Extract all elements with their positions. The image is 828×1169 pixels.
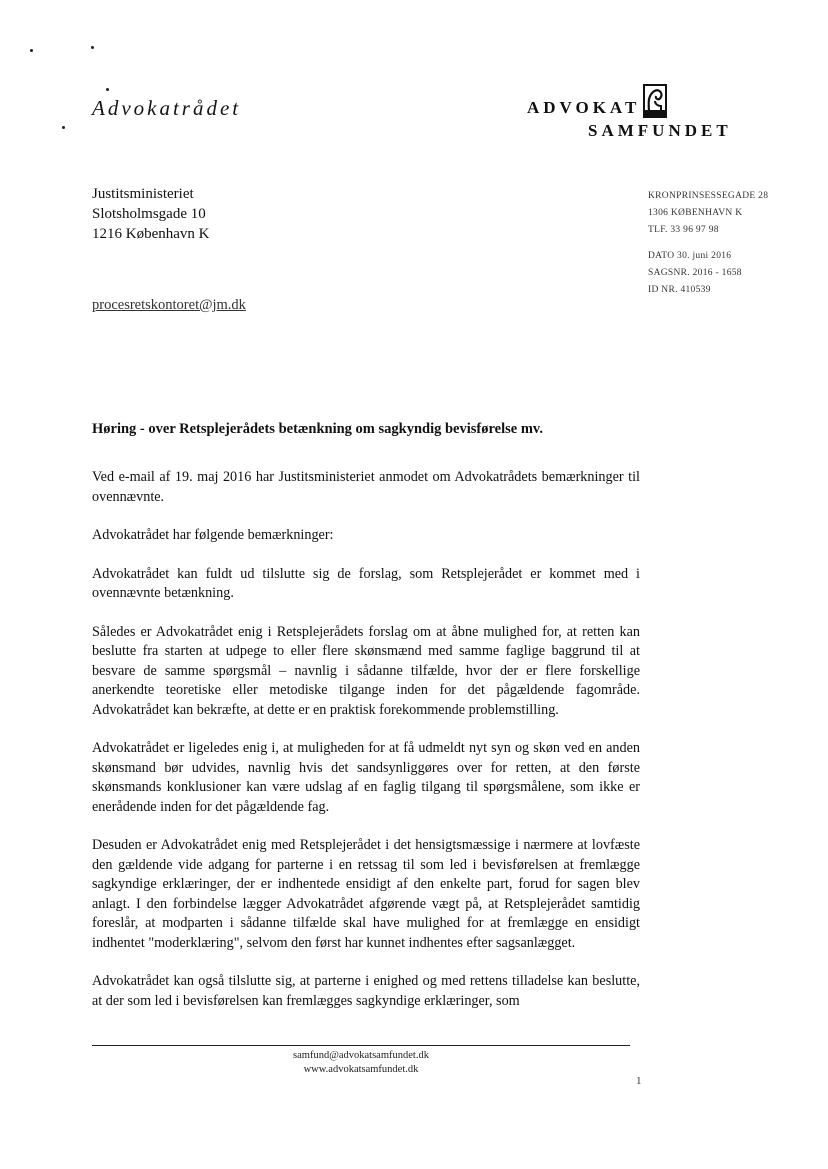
footer-email-link[interactable]: samfund@advokatsamfundet.dk <box>293 1050 429 1061</box>
id-number: ID NR. 410539 <box>648 285 711 295</box>
letter-date: DATO 30. juni 2016 <box>648 251 732 261</box>
body-paragraph: Advokatrådet kan også tilslutte sig, at parterne i enighed og med rettens tilladelse kan beslutte, at der som led i bevisførelsen kan fremlægges sagkyndige erklæringer, som <box>92 973 640 1009</box>
footer <box>92 1049 630 1077</box>
org-name: Advokatrådet <box>92 96 242 120</box>
recipient-name: Justitsministeriet <box>92 186 194 202</box>
office-street: KRONPRINSESSEGADE 28 <box>648 191 769 201</box>
scan-speck <box>91 46 94 49</box>
letter-metadata <box>648 248 742 299</box>
body-paragraph: Desuden er Advokatrådet enig med Retsplejerådet i det hensigtsmæssige i nærmere at lovfæste den gældende vide adgang for parterne i en retssag til som led i bevisførelsen at fremlægge sagkyndige erklæringer, der er indhentede ensidigt af den enkelte part, forud for sagen blev anlagt. I den forbindelse lægger Advokatrådet afgørende vægt på, at Retsplejerådet samtidig foreslår, at modparten i sådanne tilfælde skal have mulighed for at fremlægge en ensidigt indhentet "moderklæring", selvom den først har kunnet indhentes efter sagsanlægget. <box>92 837 640 951</box>
page-number: 1 <box>636 1075 642 1087</box>
scan-speck <box>106 88 109 91</box>
footer-web-link[interactable]: www.advokatsamfundet.dk <box>303 1064 419 1075</box>
body-paragraph: Advokatrådet kan fuldt ud tilslutte sig de forslag, som Retsplejerådet er kommet med i ovennævnte betænkning. <box>92 565 640 601</box>
body-paragraph: Således er Advokatrådet enig i Retsplejerådets forslag om at åbne mulighed for, at retten kan beslutte fra starten at udpege to eller flere skønsmænd med samme faglige baggrund til at besvare de samme spørgsmål – navnlig i sådanne tilfælde, hvor der er flere forskellige anerkendte teoretiske eller metodiske tilgange inden for det pågældende fagområde. Advokatrådet kan bekræfte, at dette er en praktisk forekommende problemstilling. <box>92 623 640 718</box>
body-paragraph: Advokatrådet har følgende bemærkninger: <box>92 527 334 543</box>
advokatsamfundet-emblem-icon <box>643 84 667 123</box>
body-paragraph: Ved e-mail af 19. maj 2016 har Justitsministeriet anmodet om Advokatrådets bemærkninger til ovennævnte. <box>92 469 640 505</box>
office-phone: TLF. 33 96 97 98 <box>648 225 719 235</box>
sender-office-address <box>648 188 768 239</box>
recipient-email-link[interactable]: procesretskontoret@jm.dk <box>92 297 246 313</box>
body-paragraph: Advokatrådet er ligeledes enig i, at muligheden for at få udmeldt nyt syn og skøn ved en anden skønsmand bør udvides, navnlig hvis det sandsynliggøres over for retten, at den første skønsmands konklusioner kan være udslag af en faglig tilgang til spørgsmålene, som ikke er enerådende inden for det pågældende fag. <box>92 740 640 815</box>
scan-speck <box>62 126 65 129</box>
recipient-street: Slotsholmsgade 10 <box>92 206 206 222</box>
recipient-city: 1216 København K <box>92 226 210 242</box>
case-number: SAGSNR. 2016 - 1658 <box>648 268 742 278</box>
logo-text-line1: ADVOKAT <box>527 98 641 117</box>
footer-divider <box>92 1045 630 1046</box>
scan-speck <box>30 49 33 52</box>
office-city: 1306 KØBENHAVN K <box>648 208 743 218</box>
recipient-address <box>92 184 209 244</box>
logo-text-line2: SAMFUNDET <box>588 121 732 140</box>
logo <box>527 98 667 123</box>
letter-body <box>92 468 640 1030</box>
letter-subject: Høring - over Retsplejerådets betænkning om sagkyndig bevisførelse mv. <box>92 421 543 437</box>
